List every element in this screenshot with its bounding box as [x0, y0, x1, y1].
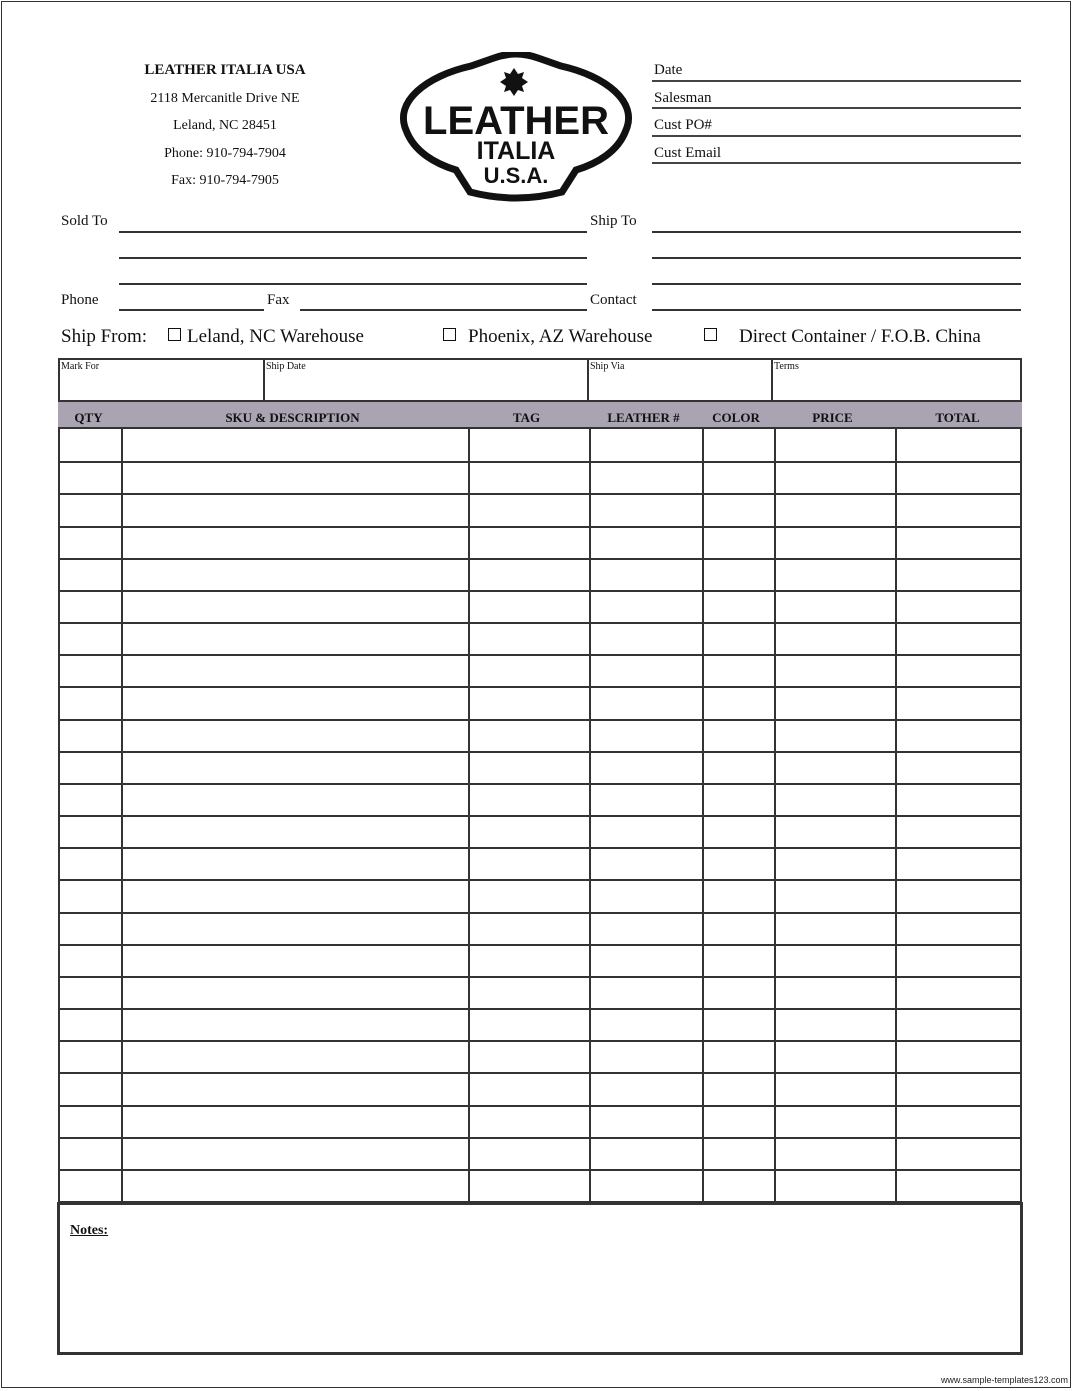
table-row[interactable]	[60, 783, 1020, 785]
leather-hide-icon	[500, 68, 528, 96]
table-row[interactable]	[60, 1008, 1020, 1010]
ship-to-line-2[interactable]	[652, 257, 1021, 259]
notes-label: Notes:	[70, 1223, 109, 1238]
order-info-divider	[771, 358, 773, 402]
cust-email-field[interactable]	[652, 162, 1021, 164]
footer-url: www.sample-templates123.com	[940, 1375, 1068, 1385]
sold-to-line-3[interactable]	[119, 283, 587, 285]
sold-to-line-2[interactable]	[119, 257, 587, 259]
phone-field[interactable]	[119, 309, 264, 311]
checkbox-icon[interactable]	[704, 328, 717, 341]
mark-for-label: Mark For	[61, 361, 100, 372]
table-row[interactable]	[60, 719, 1020, 721]
ship-from-label: Ship From:	[61, 326, 148, 347]
table-row[interactable]	[60, 558, 1020, 560]
order-info-box	[58, 358, 1022, 402]
col-header-qty: QTY	[74, 410, 103, 425]
terms-label: Terms	[774, 361, 799, 372]
table-row[interactable]	[60, 461, 1020, 463]
salesman-field[interactable]	[652, 107, 1021, 109]
company-fax: Fax: 910-794-7905	[171, 173, 279, 188]
company-address: 2118 Mercanitle Drive NE	[150, 91, 300, 106]
ship-from-option-label: Leland, NC Warehouse	[187, 326, 364, 347]
table-row[interactable]	[60, 622, 1020, 624]
table-row[interactable]	[60, 912, 1020, 914]
company-phone: Phone: 910-794-7904	[164, 146, 286, 161]
ship-from-option-label: Phoenix, AZ Warehouse	[468, 326, 653, 347]
sold-to-label: Sold To	[61, 213, 108, 229]
table-row[interactable]	[60, 1072, 1020, 1074]
fax-label: Fax	[267, 292, 290, 308]
ship-to-label: Ship To	[590, 213, 637, 229]
ship-from-option-leland[interactable]	[168, 326, 364, 348]
table-row[interactable]	[60, 526, 1020, 528]
col-header-leather: LEATHER #	[607, 410, 680, 425]
date-label: Date	[654, 62, 683, 78]
table-row[interactable]	[60, 590, 1020, 592]
fax-field[interactable]	[300, 309, 587, 311]
ship-from-option-china[interactable]	[704, 326, 981, 348]
table-row[interactable]	[60, 751, 1020, 753]
table-row[interactable]	[60, 815, 1020, 817]
ship-to-line-3[interactable]	[652, 283, 1021, 285]
line-items-table	[58, 427, 1022, 1203]
company-city: Leland, NC 28451	[173, 118, 277, 133]
table-row[interactable]	[60, 976, 1020, 978]
col-header-tag: TAG	[512, 410, 541, 425]
ship-to-line-1[interactable]	[652, 231, 1021, 233]
leather-italia-logo	[386, 52, 646, 204]
table-row[interactable]	[60, 879, 1020, 881]
table-row[interactable]	[60, 1137, 1020, 1139]
order-info-divider	[587, 358, 589, 402]
ship-via-label: Ship Via	[590, 361, 625, 372]
table-row[interactable]	[60, 944, 1020, 946]
cust-po-field[interactable]	[652, 135, 1021, 137]
checkbox-icon[interactable]	[168, 328, 181, 341]
logo-text-leather: LEATHER	[423, 99, 609, 143]
notes-box[interactable]	[57, 1202, 1023, 1355]
logo-text-italia: ITALIA	[476, 137, 556, 165]
col-header-total: TOTAL	[935, 410, 980, 425]
table-row[interactable]	[60, 686, 1020, 688]
salesman-label: Salesman	[654, 90, 712, 106]
cust-email-label: Cust Email	[654, 145, 722, 161]
ship-date-label: Ship Date	[266, 361, 306, 372]
col-header-sku: SKU & DESCRIPTION	[225, 410, 360, 425]
order-info-divider	[263, 358, 265, 402]
ship-from-option-label: Direct Container / F.O.B. China	[739, 326, 981, 347]
date-field[interactable]	[652, 80, 1021, 82]
cust-po-label: Cust PO#	[654, 117, 712, 133]
table-row[interactable]	[60, 654, 1020, 656]
contact-label: Contact	[590, 292, 637, 308]
contact-field[interactable]	[652, 309, 1021, 311]
table-row[interactable]	[60, 1169, 1020, 1171]
table-row[interactable]	[60, 493, 1020, 495]
logo-text-usa: U.S.A.	[483, 163, 549, 188]
table-row[interactable]	[60, 1040, 1020, 1042]
table-row[interactable]	[60, 847, 1020, 849]
company-name: LEATHER ITALIA USA	[144, 62, 306, 78]
checkbox-icon[interactable]	[443, 328, 456, 341]
col-header-price: PRICE	[812, 410, 853, 425]
col-header-color: COLOR	[712, 410, 760, 425]
ship-from-option-phoenix[interactable]	[443, 326, 652, 348]
table-row[interactable]	[60, 1105, 1020, 1107]
phone-label: Phone	[61, 292, 99, 308]
sold-to-line-1[interactable]	[119, 231, 587, 233]
